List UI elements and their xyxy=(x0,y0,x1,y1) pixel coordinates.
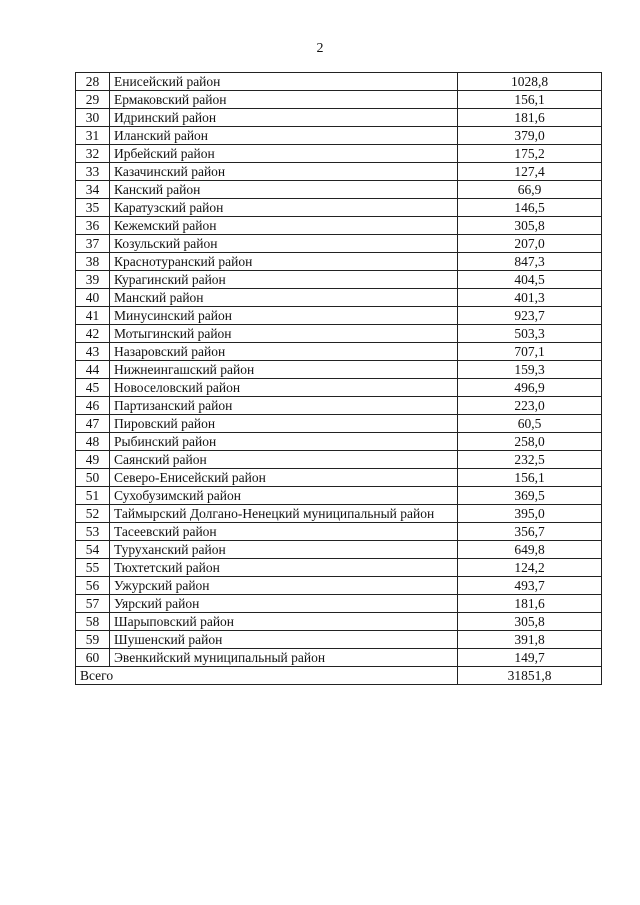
table-row xyxy=(76,109,602,127)
district-name: Назаровский район xyxy=(110,343,458,361)
district-name: Нижнеингашский район xyxy=(110,361,458,379)
row-number: 46 xyxy=(76,397,110,415)
district-name: Туруханский район xyxy=(110,541,458,559)
table-row xyxy=(76,631,602,649)
district-value: 923,7 xyxy=(458,307,602,325)
district-name: Уярский район xyxy=(110,595,458,613)
district-name: Шушенский район xyxy=(110,631,458,649)
district-name: Каратузский район xyxy=(110,199,458,217)
table-row xyxy=(76,235,602,253)
district-value: 124,2 xyxy=(458,559,602,577)
district-value: 60,5 xyxy=(458,415,602,433)
table-row xyxy=(76,271,602,289)
row-number: 40 xyxy=(76,289,110,307)
district-name: Северо-Енисейский район xyxy=(110,469,458,487)
total-row xyxy=(76,667,602,685)
district-value: 232,5 xyxy=(458,451,602,469)
table-row xyxy=(76,397,602,415)
row-number: 48 xyxy=(76,433,110,451)
district-value: 395,0 xyxy=(458,505,602,523)
row-number: 45 xyxy=(76,379,110,397)
district-value: 258,0 xyxy=(458,433,602,451)
row-number: 49 xyxy=(76,451,110,469)
district-name: Ермаковский район xyxy=(110,91,458,109)
district-value: 127,4 xyxy=(458,163,602,181)
district-name: Канский район xyxy=(110,181,458,199)
districts-table xyxy=(75,72,602,685)
district-name: Козульский район xyxy=(110,235,458,253)
table-row xyxy=(76,127,602,145)
district-name: Эвенкийский муниципальный район xyxy=(110,649,458,667)
table-row xyxy=(76,361,602,379)
row-number: 51 xyxy=(76,487,110,505)
row-number: 43 xyxy=(76,343,110,361)
district-value: 707,1 xyxy=(458,343,602,361)
district-name: Пировский район xyxy=(110,415,458,433)
district-name: Рыбинский район xyxy=(110,433,458,451)
row-number: 55 xyxy=(76,559,110,577)
row-number: 29 xyxy=(76,91,110,109)
row-number: 32 xyxy=(76,145,110,163)
table-row xyxy=(76,559,602,577)
table-row xyxy=(76,145,602,163)
district-value: 305,8 xyxy=(458,613,602,631)
row-number: 33 xyxy=(76,163,110,181)
table-row xyxy=(76,505,602,523)
row-number: 44 xyxy=(76,361,110,379)
row-number: 59 xyxy=(76,631,110,649)
district-value: 847,3 xyxy=(458,253,602,271)
row-number: 35 xyxy=(76,199,110,217)
row-number: 34 xyxy=(76,181,110,199)
district-value: 496,9 xyxy=(458,379,602,397)
district-value: 369,5 xyxy=(458,487,602,505)
table-row xyxy=(76,325,602,343)
district-name: Партизанский район xyxy=(110,397,458,415)
row-number: 54 xyxy=(76,541,110,559)
total-value: 31851,8 xyxy=(458,667,602,685)
row-number: 38 xyxy=(76,253,110,271)
district-value: 66,9 xyxy=(458,181,602,199)
table-row xyxy=(76,253,602,271)
district-name: Саянский район xyxy=(110,451,458,469)
table-row xyxy=(76,289,602,307)
district-name: Таймырский Долгано-Ненецкий муниципальный район xyxy=(110,505,458,523)
row-number: 41 xyxy=(76,307,110,325)
district-value: 156,1 xyxy=(458,469,602,487)
table-row xyxy=(76,433,602,451)
table-row xyxy=(76,451,602,469)
district-name: Тюхтетский район xyxy=(110,559,458,577)
row-number: 37 xyxy=(76,235,110,253)
district-name: Шарыповский район xyxy=(110,613,458,631)
district-value: 391,8 xyxy=(458,631,602,649)
district-name: Краснотуранский район xyxy=(110,253,458,271)
district-value: 149,7 xyxy=(458,649,602,667)
row-number: 31 xyxy=(76,127,110,145)
table-row xyxy=(76,343,602,361)
table-row xyxy=(76,613,602,631)
table-body xyxy=(76,73,602,685)
row-number: 28 xyxy=(76,73,110,91)
district-name: Курагинский район xyxy=(110,271,458,289)
district-name: Ирбейский район xyxy=(110,145,458,163)
row-number: 47 xyxy=(76,415,110,433)
district-name: Идринский район xyxy=(110,109,458,127)
district-value: 356,7 xyxy=(458,523,602,541)
row-number: 39 xyxy=(76,271,110,289)
table-row xyxy=(76,91,602,109)
district-name: Мотыгинский район xyxy=(110,325,458,343)
district-value: 181,6 xyxy=(458,595,602,613)
table-row xyxy=(76,181,602,199)
district-value: 181,6 xyxy=(458,109,602,127)
table-row xyxy=(76,595,602,613)
district-value: 159,3 xyxy=(458,361,602,379)
table-row xyxy=(76,217,602,235)
district-value: 175,2 xyxy=(458,145,602,163)
district-name: Манский район xyxy=(110,289,458,307)
table-row xyxy=(76,649,602,667)
total-label: Всего xyxy=(76,667,458,685)
table-row xyxy=(76,415,602,433)
district-value: 649,8 xyxy=(458,541,602,559)
row-number: 50 xyxy=(76,469,110,487)
table-row xyxy=(76,379,602,397)
table-row xyxy=(76,307,602,325)
district-name: Кежемский район xyxy=(110,217,458,235)
table-row xyxy=(76,469,602,487)
row-number: 53 xyxy=(76,523,110,541)
district-value: 401,3 xyxy=(458,289,602,307)
district-name: Иланский район xyxy=(110,127,458,145)
table-row xyxy=(76,73,602,91)
page-number: 2 xyxy=(316,41,324,56)
row-number: 52 xyxy=(76,505,110,523)
district-value: 223,0 xyxy=(458,397,602,415)
district-value: 503,3 xyxy=(458,325,602,343)
table-row xyxy=(76,541,602,559)
district-name: Новоселовский район xyxy=(110,379,458,397)
district-value: 207,0 xyxy=(458,235,602,253)
district-name: Ужурский район xyxy=(110,577,458,595)
district-value: 1028,8 xyxy=(458,73,602,91)
district-value: 156,1 xyxy=(458,91,602,109)
district-name: Тасеевский район xyxy=(110,523,458,541)
table-row xyxy=(76,577,602,595)
row-number: 36 xyxy=(76,217,110,235)
district-value: 379,0 xyxy=(458,127,602,145)
table-row xyxy=(76,523,602,541)
row-number: 57 xyxy=(76,595,110,613)
table-row xyxy=(76,199,602,217)
district-value: 146,5 xyxy=(458,199,602,217)
district-name: Казачинский район xyxy=(110,163,458,181)
row-number: 30 xyxy=(76,109,110,127)
row-number: 42 xyxy=(76,325,110,343)
district-value: 404,5 xyxy=(458,271,602,289)
district-name: Енисейский район xyxy=(110,73,458,91)
row-number: 56 xyxy=(76,577,110,595)
row-number: 58 xyxy=(76,613,110,631)
district-name: Минусинский район xyxy=(110,307,458,325)
district-value: 493,7 xyxy=(458,577,602,595)
table-row xyxy=(76,487,602,505)
table-row xyxy=(76,163,602,181)
district-name: Сухобузимский район xyxy=(110,487,458,505)
district-value: 305,8 xyxy=(458,217,602,235)
row-number: 60 xyxy=(76,649,110,667)
